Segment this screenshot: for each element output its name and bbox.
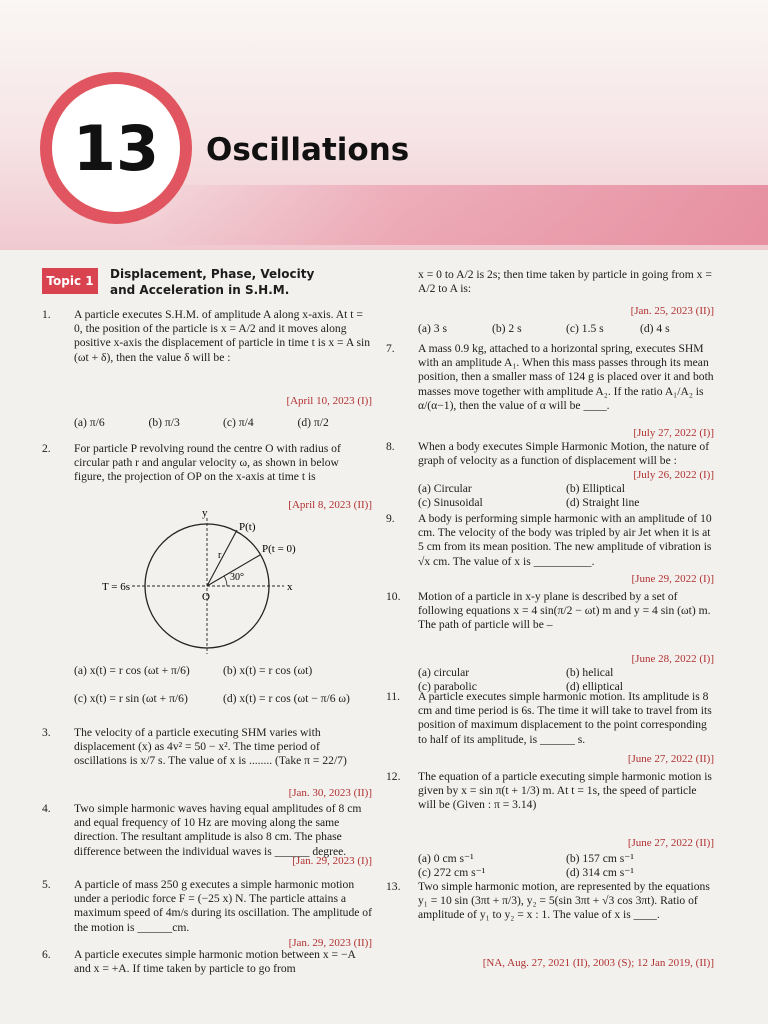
answer-options xyxy=(418,482,714,510)
option[interactable]: (b) 157 cm s⁻¹ xyxy=(566,852,634,865)
question-number: 4. xyxy=(42,802,51,815)
chapter-title: Oscillations xyxy=(206,132,410,168)
answer-options xyxy=(418,852,714,880)
question-source: [April 8, 2023 (II)] xyxy=(288,499,372,511)
circular-motion-figure xyxy=(102,508,362,658)
question-source: [Jan. 29, 2023 (I)] xyxy=(292,855,372,867)
question-source: [June 29, 2022 (I)] xyxy=(631,573,714,585)
question-text: Two simple harmonic motion, are represented by the equations y₁ = 10 sin (3πt + π/3), y₂ = 5(sin 3πt + √3 cos 3πt). Ratio of amplitude of y₁ to y₂ = x : 1. The value of x is ____. xyxy=(418,880,710,922)
radius-label: r xyxy=(218,550,222,561)
question-text: A particle executes S.H.M. of amplitude A along x-axis. At t = 0, the position of the particle is x = A/2 and it moves along positive x-axis the displacement of particle in time t is x = A sin (ωt + δ), then the value δ will be : xyxy=(74,308,371,364)
option[interactable]: (d) 4 s xyxy=(640,322,670,335)
option[interactable]: (b) 2 s xyxy=(492,322,522,335)
option[interactable]: (a) 3 s xyxy=(418,322,447,335)
question-text: The equation of a particle executing simple harmonic motion is given by x = sin π(t + 1/3) m. At t = 1s, the speed of particle will be (Given : π = 3.14) xyxy=(418,770,712,812)
question-number: 7. xyxy=(386,342,395,355)
option[interactable]: (a) x(t) = r cos (ωt + π/6) xyxy=(74,664,190,677)
x-label: x xyxy=(287,581,293,593)
option[interactable]: (d) Straight line xyxy=(566,496,640,510)
option[interactable]: (a) Circular xyxy=(418,482,472,495)
option[interactable]: (d) 314 cm s⁻¹ xyxy=(566,866,634,880)
question-text: The velocity of a particle executing SHM varies with displacement (x) as 4v² = 50 − x². The time period of oscillations is x/7 s. The value of x is ........ (Take π = 22/7) xyxy=(74,726,347,768)
question-source: [Jan. 29, 2023 (II)] xyxy=(288,937,372,949)
option[interactable]: (c) 272 cm s⁻¹ xyxy=(418,866,486,880)
question-number: 13. xyxy=(386,880,401,893)
question-source: [NA, Aug. 27, 2021 (II), 2003 (S); 12 Jan 2019, (II)] xyxy=(482,957,714,969)
question-text: Motion of a particle in x-y plane is described by a set of following equations x = 4 sin(π/2 − ωt) m and y = 4 sin (ωt) m. The path of particle will be – xyxy=(418,590,711,632)
question-source: [July 26, 2022 (I)] xyxy=(633,469,714,481)
question-number: 3. xyxy=(42,726,51,739)
left-column xyxy=(42,308,372,988)
question-number: 10. xyxy=(386,590,401,603)
question-number: 11. xyxy=(386,690,401,703)
question-source: [June 28, 2022 (I)] xyxy=(631,653,714,665)
question-number: 2. xyxy=(42,442,51,455)
option[interactable]: (b) x(t) = r cos (ωt) xyxy=(223,664,313,677)
topic-tag: Topic 1 xyxy=(42,268,98,294)
answer-options xyxy=(74,416,372,430)
question-text: A particle of mass 250 g executes a simple harmonic motion under a periodic force F = (−25 x) N. The particle attains a maximum speed of 4m/s during its oscillation. The amplitude of the motion is ______cm. xyxy=(74,878,372,934)
option[interactable]: (d) π/2 xyxy=(297,416,329,429)
chapter-number: 13 xyxy=(52,84,180,212)
question-text: A mass 0.9 kg, attached to a horizontal spring, executes SHM with an amplitude A₁. When this mass passes through its mean position, then a smaller mass of 124 g is placed over it and both masses move together with amplitude A₂. If the ratio A₁/A₂ is α/(α−1), then the value of α will be ____. xyxy=(418,342,714,412)
question-source: [July 27, 2022 (I)] xyxy=(633,427,714,439)
question-number: 8. xyxy=(386,440,395,453)
option[interactable]: (b) helical xyxy=(566,666,614,679)
option[interactable]: (a) π/6 xyxy=(74,416,105,429)
question-source: [Jan. 30, 2023 (II)] xyxy=(288,787,372,799)
y-label: y xyxy=(202,508,208,519)
question-text: x = 0 to A/2 is 2s; then time taken by particle in going from x = A/2 to A is: xyxy=(418,268,712,296)
question-text: When a body executes Simple Harmonic Motion, the nature of graph of velocity as a function of displacement will be : xyxy=(418,440,710,468)
question-number: 12. xyxy=(386,770,401,783)
question-source: [June 27, 2022 (II)] xyxy=(627,837,714,849)
topic-title: Displacement, Phase, Velocity and Acceleration in S.H.M. xyxy=(110,267,315,297)
angle-arc xyxy=(224,576,227,586)
question-number: 6. xyxy=(42,948,51,961)
question-number: 1. xyxy=(42,308,51,321)
option[interactable]: (b) Elliptical xyxy=(566,482,625,495)
option[interactable]: (a) circular xyxy=(418,666,470,679)
period-label: T = 6s xyxy=(102,581,131,593)
option[interactable]: (d) x(t) = r cos (ωt − π/6 ω) xyxy=(223,692,350,706)
question-number: 5. xyxy=(42,878,51,891)
option[interactable]: (d) elliptical xyxy=(566,680,623,694)
answer-options xyxy=(418,322,714,336)
question-source: [June 27, 2022 (II)] xyxy=(627,753,714,765)
option[interactable]: (c) π/4 xyxy=(223,416,254,429)
origin-label: O xyxy=(202,591,210,603)
banner-stripe xyxy=(150,185,768,245)
right-column xyxy=(386,268,714,988)
option[interactable]: (c) parabolic xyxy=(418,680,477,694)
answer-options xyxy=(74,664,372,706)
question-text: A body is performing simple harmonic with an amplitude of 10 cm. The velocity of the body was tripled by air Jet when it is at 5 cm from its mean position. The new amplitude of vibration is √x cm. The value of x is __________. xyxy=(418,512,712,568)
question-text: A particle executes simple harmonic motion between x = −A and x = +A. If time taken by particle to go from xyxy=(74,948,356,976)
option[interactable]: (c) Sinusoidal xyxy=(418,496,483,510)
question-text: Two simple harmonic waves having equal amplitudes of 8 cm and equal frequency of 10 Hz are moving along the same direction. The resultant amplitude is also 8 cm. The phase difference between the individual waves is ______ degree. xyxy=(74,802,362,858)
option[interactable]: (a) 0 cm s⁻¹ xyxy=(418,852,474,865)
angle-label: 30° xyxy=(230,572,244,583)
pt-label: P(t) xyxy=(239,521,256,533)
question-source: [Jan. 25, 2023 (II)] xyxy=(630,305,714,317)
option[interactable]: (b) π/3 xyxy=(148,416,180,429)
question-number: 9. xyxy=(386,512,395,525)
question-text: For particle P revolving round the centre O with radius of circular path r and angular velocity ω, as shown in below figure, the projection of OP on the x-axis at time t is xyxy=(74,442,341,484)
question-text: A particle executes simple harmonic motion. Its amplitude is 8 cm and time period is 6s. The time it will take to travel from its position of maximum displacement to the point corresponding to half of its amplitude, is ______ s. xyxy=(418,690,712,746)
question-source: [April 10, 2023 (I)] xyxy=(286,395,372,407)
option[interactable]: (c) 1.5 s xyxy=(566,322,604,335)
option[interactable]: (c) x(t) = r sin (ωt + π/6) xyxy=(74,692,188,706)
p0-label: P(t = 0) xyxy=(262,543,296,555)
